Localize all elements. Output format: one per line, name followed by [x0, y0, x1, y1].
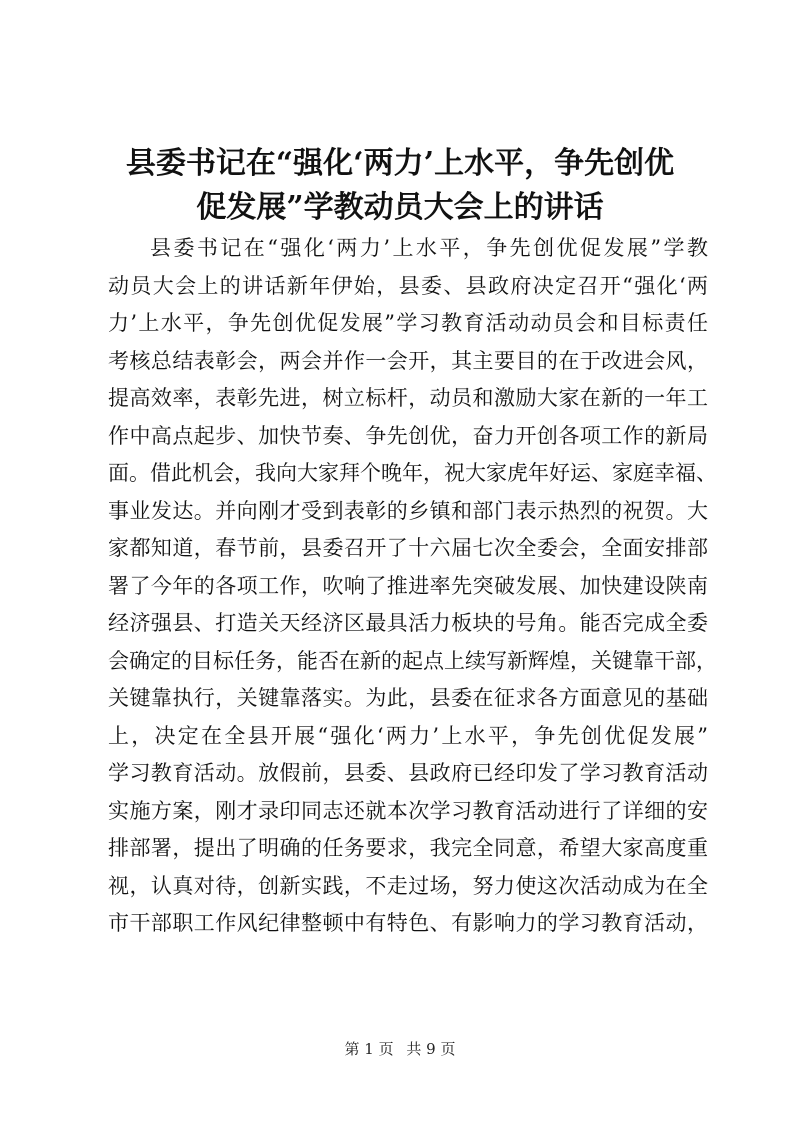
body-line: 视，认真对待，创新实践，不走过场，努力使这次活动成为在全	[108, 873, 708, 898]
body-line: 县委书记在“强化‘两力’上水平，争先创优促发展”学教	[150, 236, 708, 260]
body-line: 经济强县、打造关天经济区最具活力板块的号角。能否完成全委	[108, 611, 708, 635]
body-line: 排部署，提出了明确的任务要求，我完全同意，希望大家高度重	[108, 836, 708, 860]
document-title	[100, 142, 700, 230]
body-line: 学习教育活动。放假前，县委、县政府已经印发了学习教育活动	[108, 761, 708, 785]
body-line: 作中高点起步、加快节奏、争先创优，奋力开创各项工作的新局	[108, 423, 708, 448]
body-line: 实施方案，刚才录印同志还就本次学习教育活动进行了详细的安	[108, 798, 708, 823]
body-line: 考核总结表彰会，两会并作一会开，其主要目的在于改进会风，	[108, 348, 708, 373]
body-line: 家都知道，春节前，县委召开了十六届七次全委会，全面安排部	[108, 536, 708, 560]
body-line: 署了今年的各项工作，吹响了推进率先突破发展、加快建设陕南	[108, 573, 708, 598]
body-line: 关键靠执行，关键靠落实。为此，县委在征求各方面意见的基础	[108, 686, 708, 710]
document-body	[108, 230, 717, 943]
body-line: 事业发达。并向刚才受到表彰的乡镇和部门表示热烈的祝贺。大	[108, 498, 708, 523]
body-line: 市干部职工作风纪律整顿中有特色、有影响力的学习教育活动，	[108, 911, 708, 935]
title-line: 县委书记在“强化‘两力’上水平，争先创优	[125, 146, 675, 181]
body-line: 面。借此机会，我向大家拜个晚年，祝大家虎年好运、家庭幸福、	[108, 461, 717, 485]
body-line: 动员大会上的讲话新年伊始，县委、县政府决定召开“强化‘两	[108, 273, 708, 298]
title-line: 促发展”学教动员大会上的讲话	[196, 190, 604, 225]
body-line: 上，决定在全县开展“强化‘两力’上水平，争先创优促发展”	[108, 723, 708, 748]
body-line: 力’上水平，争先创优促发展”学习教育活动动员会和目标责任	[108, 311, 708, 335]
page-footer	[0, 1039, 800, 1059]
page-number: 第 1 页	[344, 1040, 394, 1058]
page-total: 共 9 页	[406, 1040, 456, 1058]
body-line: 会确定的目标任务，能否在新的起点上续写新辉煌，关键靠干部，	[108, 648, 717, 673]
body-line: 提高效率，表彰先进，树立标杆，动员和激励大家在新的一年工	[108, 386, 708, 410]
